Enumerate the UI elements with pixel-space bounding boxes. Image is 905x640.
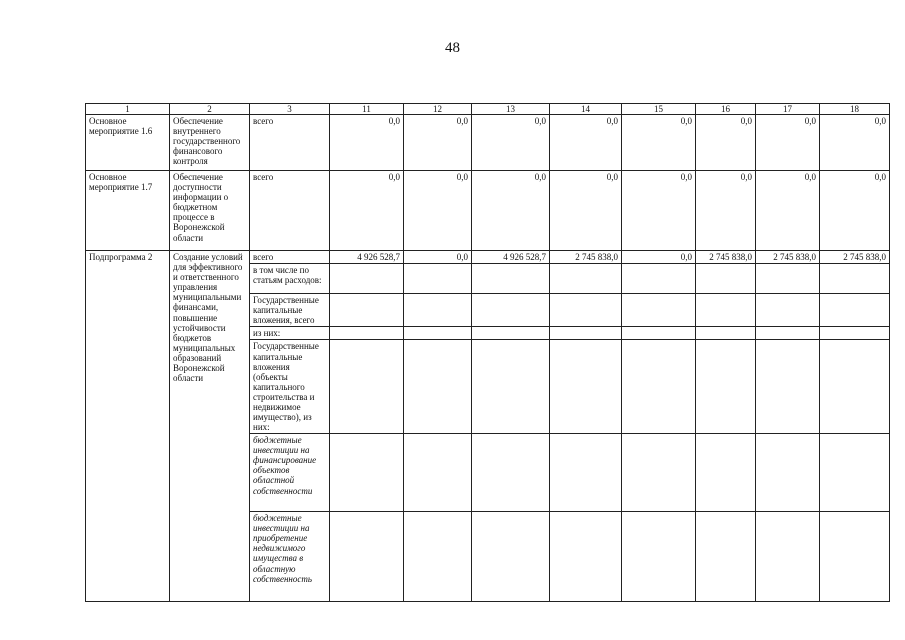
measure-title: Обеспечение внутреннего государственного финансового контроля: [170, 115, 250, 171]
value-cell: 0,0: [330, 115, 404, 171]
value-cell: 0,0: [820, 171, 890, 251]
empty-cell: [622, 434, 696, 512]
empty-cell: [756, 340, 820, 434]
empty-cell: [756, 512, 820, 602]
empty-cell: [330, 512, 404, 602]
empty-cell: [472, 512, 550, 602]
value-cell: 2 745 838,0: [820, 251, 890, 264]
empty-cell: [696, 264, 756, 294]
empty-cell: [622, 294, 696, 327]
header-cell: 1: [86, 104, 170, 115]
table-row: [86, 251, 890, 264]
empty-cell: [622, 340, 696, 434]
empty-cell: [622, 512, 696, 602]
header-cell: 12: [404, 104, 472, 115]
empty-cell: [330, 327, 404, 340]
empty-cell: [404, 327, 472, 340]
header-cell: 13: [472, 104, 550, 115]
header-cell: 15: [622, 104, 696, 115]
table-row: [86, 171, 890, 251]
subprogram-title: Создание условий для эффективного и ответственного управления муниципальными финансами, повышение устойчивости бюджетов муниципальных образований Воронежской области: [170, 251, 250, 602]
expense-type: всего: [250, 115, 330, 171]
empty-cell: [550, 340, 622, 434]
value-cell: 2 745 838,0: [550, 251, 622, 264]
empty-cell: [404, 434, 472, 512]
empty-cell: [472, 327, 550, 340]
empty-cell: [820, 434, 890, 512]
budget-table: [85, 103, 890, 602]
empty-cell: [550, 294, 622, 327]
value-cell: 0,0: [404, 251, 472, 264]
value-cell: 0,0: [696, 171, 756, 251]
value-cell: 0,0: [622, 115, 696, 171]
value-cell: 2 745 838,0: [696, 251, 756, 264]
value-cell: 0,0: [550, 171, 622, 251]
subprogram-name: Подпрограмма 2: [86, 251, 170, 602]
value-cell: 0,0: [404, 115, 472, 171]
value-cell: 0,0: [696, 115, 756, 171]
empty-cell: [472, 294, 550, 327]
expense-type: бюджетные инвестиции на приобретение недвижимого имущества в областную собственность: [250, 512, 330, 602]
value-cell: 0,0: [820, 115, 890, 171]
header-cell: 14: [550, 104, 622, 115]
value-cell: 2 745 838,0: [756, 251, 820, 264]
measure-name: Основное мероприятие 1.7: [86, 171, 170, 251]
table-row: [86, 115, 890, 171]
header-cell: 3: [250, 104, 330, 115]
value-cell: 0,0: [622, 251, 696, 264]
empty-cell: [550, 434, 622, 512]
empty-cell: [820, 264, 890, 294]
value-cell: 4 926 528,7: [472, 251, 550, 264]
expense-type: Государственные капитальные вложения, всего: [250, 294, 330, 327]
empty-cell: [404, 340, 472, 434]
empty-cell: [622, 264, 696, 294]
measure-name: Основное мероприятие 1.6: [86, 115, 170, 171]
empty-cell: [696, 512, 756, 602]
empty-cell: [472, 340, 550, 434]
empty-cell: [622, 327, 696, 340]
value-cell: 0,0: [756, 171, 820, 251]
empty-cell: [404, 512, 472, 602]
empty-cell: [756, 327, 820, 340]
empty-cell: [696, 434, 756, 512]
expense-type: бюджетные инвестиции на финансирование объектов областной собственности: [250, 434, 330, 512]
expense-type: в том числе по статьям расходов:: [250, 264, 330, 294]
expense-type: Государственные капитальные вложения (объекты капитального строительства и недвижимое имущество), из них:: [250, 340, 330, 434]
header-cell: 18: [820, 104, 890, 115]
empty-cell: [330, 340, 404, 434]
empty-cell: [696, 294, 756, 327]
header-cell: 11: [330, 104, 404, 115]
empty-cell: [404, 264, 472, 294]
empty-cell: [756, 294, 820, 327]
value-cell: 0,0: [472, 171, 550, 251]
empty-cell: [404, 294, 472, 327]
measure-title: Обеспечение доступности информации о бюджетном процессе в Воронежской области: [170, 171, 250, 251]
value-cell: 0,0: [756, 115, 820, 171]
empty-cell: [472, 264, 550, 294]
empty-cell: [550, 512, 622, 602]
empty-cell: [820, 294, 890, 327]
value-cell: 0,0: [472, 115, 550, 171]
empty-cell: [696, 327, 756, 340]
header-cell: 17: [756, 104, 820, 115]
empty-cell: [550, 327, 622, 340]
value-cell: 4 926 528,7: [330, 251, 404, 264]
value-cell: 0,0: [550, 115, 622, 171]
value-cell: 0,0: [622, 171, 696, 251]
empty-cell: [472, 434, 550, 512]
empty-cell: [550, 264, 622, 294]
header-cell: 16: [696, 104, 756, 115]
empty-cell: [330, 294, 404, 327]
empty-cell: [820, 327, 890, 340]
expense-type: из них:: [250, 327, 330, 340]
empty-cell: [820, 340, 890, 434]
page-number: 48: [445, 40, 460, 56]
expense-type: всего: [250, 171, 330, 251]
header-cell: 2: [170, 104, 250, 115]
empty-cell: [696, 340, 756, 434]
empty-cell: [820, 512, 890, 602]
header-row: [86, 104, 890, 115]
empty-cell: [330, 264, 404, 294]
empty-cell: [756, 434, 820, 512]
empty-cell: [330, 434, 404, 512]
value-cell: 0,0: [330, 171, 404, 251]
empty-cell: [756, 264, 820, 294]
expense-type: всего: [250, 251, 330, 264]
value-cell: 0,0: [404, 171, 472, 251]
